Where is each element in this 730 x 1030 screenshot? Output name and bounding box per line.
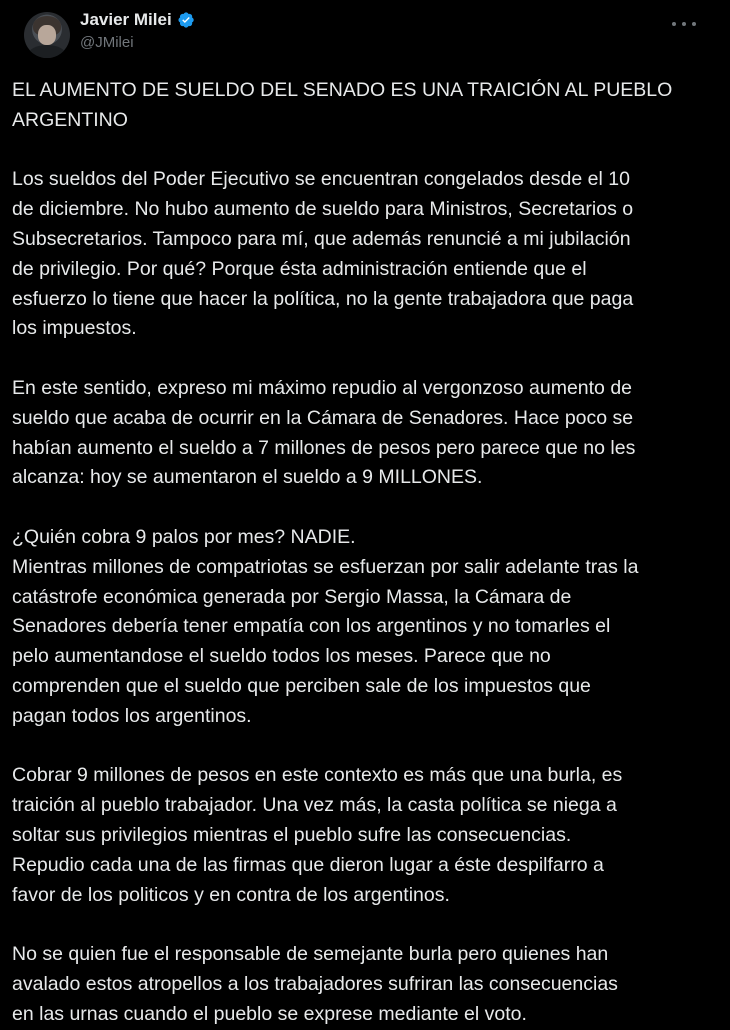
tweet-paragraph: Los sueldos del Poder Ejecutivo se encuentran congelados desde el 10 de diciembre. No hubo aumento de sueldo para Ministros, Secretarios o Subsecretarios. Tampoco para mí, que además renuncié a mi jubilación de privilegio. Por qué? Porque ésta administración entiende que el esfuerzo lo tiene que hacer la política, no la gente trabajadora que paga los impuestos.: [12, 168, 634, 340]
display-name-row: [80, 10, 195, 30]
tweet-header: [12, 0, 718, 62]
verified-badge-icon[interactable]: [177, 11, 195, 29]
tweet-body: [12, 76, 718, 1030]
tweet-paragraph: En este sentido, expreso mi máximo repudio al vergonzoso aumento de sueldo que acaba de ocurrir en la Cámara de Senadores. Hace poco se habían aumento el sueldo a 7 millones de pesos pero parece que no les alcanza: hoy se aumentaron el sueldo a 9 MILLONES.: [12, 376, 636, 489]
tweet-paragraph-title: EL AUMENTO DE SUELDO DEL SENADO ES UNA TRAICIÓN AL PUEBLO ARGENTINO: [12, 79, 673, 131]
avatar-jacket: [28, 45, 66, 58]
tweet-paragraph: Cobrar 9 millones de pesos en este contexto es más que una burla, es traición al pueblo trabajador. Una vez más, la casta política se niega a soltar sus privilegios mientras el pueblo sufre las consecuencias. Repudio cada una de las firmas que dieron lugar a éste despilfarro a favor de los politicos y en contra de los argentinos.: [12, 764, 623, 906]
display-name[interactable]: Javier Milei: [80, 10, 172, 29]
handle[interactable]: @JMilei: [80, 34, 134, 51]
more-options-icon[interactable]: [672, 14, 696, 34]
more-dot: [692, 22, 696, 26]
avatar[interactable]: [24, 12, 70, 58]
more-dot: [672, 22, 676, 26]
author-names: [80, 10, 195, 54]
tweet-paragraph: ¿Quién cobra 9 palos por mes? NADIE. Mientras millones de compatriotas se esfuerzan por salir adelante tras la catástrofe económica generada por Sergio Massa, la Cámara de Senadores debería tener empatía con los argentinos y no tomarles el pelo aumentandose el sueldo todos los meses. Parece que no comprenden que el sueldo que perciben sale de los impuestos que pagan todos los argentinos.: [12, 525, 639, 727]
more-dot: [682, 22, 686, 26]
tweet-paragraph: No se quien fue el responsable de semejante burla pero quienes han avalado estos atropellos a los trabajadores sufriran las consecuencias en las urnas cuando el pueblo se exprese mediante el voto.: [12, 943, 618, 1025]
avatar-face: [38, 25, 56, 45]
